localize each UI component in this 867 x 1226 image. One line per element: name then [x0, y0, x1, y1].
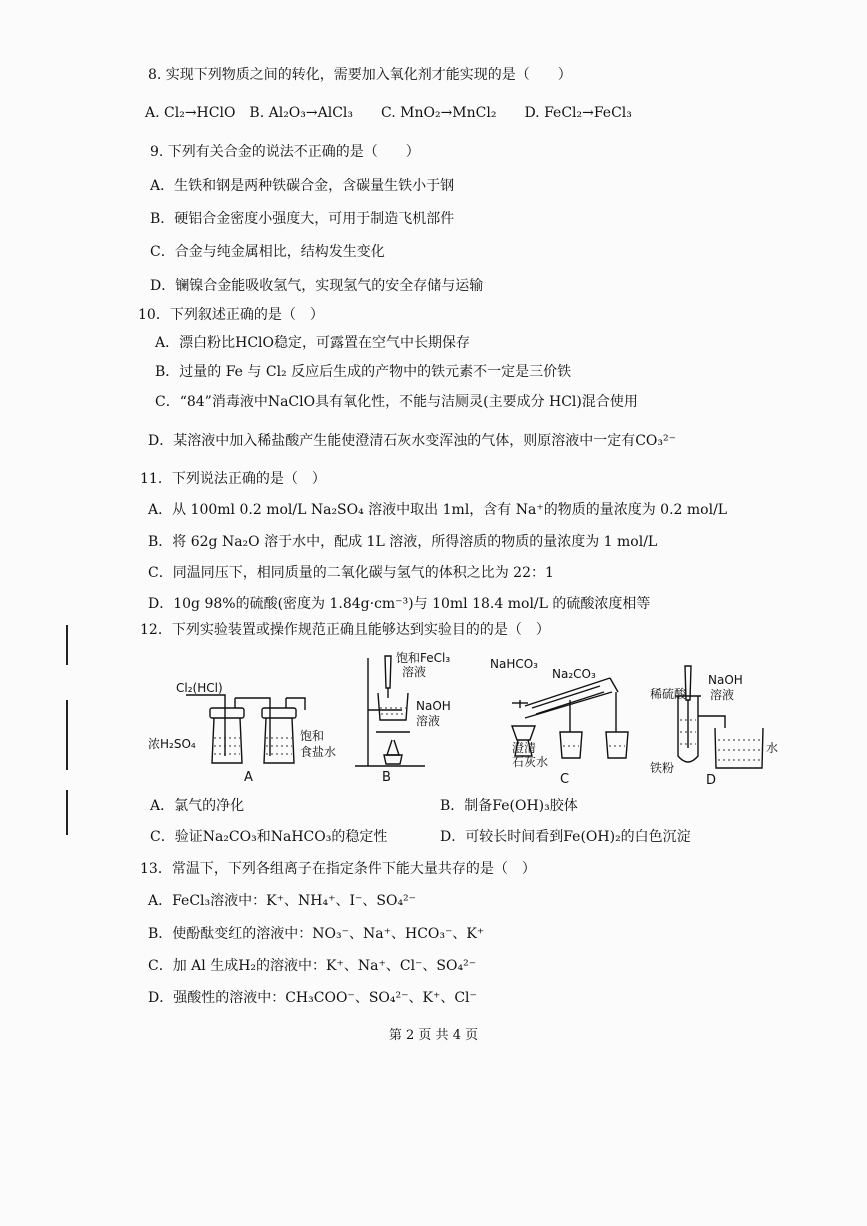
- q11-option-a: A．从 100ml 0.2 mol/L Na₂SO₄ 溶液中取出 1ml，含有 Na⁺的物质的量浓度为 0.2 mol/L: [148, 502, 728, 518]
- q12-apparatus-svg: [140, 648, 780, 793]
- q9-option-a: A．生铁和钢是两种铁碳合金，含碳量生铁小于钢: [150, 178, 455, 194]
- figC-label: C: [560, 772, 570, 787]
- q13-option-a: A．FeCl₃溶液中：K⁺、NH₄⁺、I⁻、SO₄²⁻: [148, 893, 417, 909]
- q11-option-c: C．同温同压下，相同质量的二氧化碳与氢气的体积之比为 22：1: [148, 565, 554, 581]
- q12-option-c: C．验证Na₂CO₃和NaHCO₃的稳定性: [150, 829, 388, 845]
- q13-option-c: C．加 Al 生成H₂的溶液中：K⁺、Na⁺、Cl⁻、SO₄²⁻: [148, 958, 477, 974]
- q13-option-d: D．强酸性的溶液中：CH₃COO⁻、SO₄²⁻、K⁺、Cl⁻: [148, 990, 477, 1006]
- figA-left-label: 浓H₂SO₄: [148, 737, 196, 751]
- figC-top-label-1: NaHCO₃: [490, 657, 538, 671]
- q9-option-c: C．合金与纯金属相比，结构发生变化: [150, 244, 385, 260]
- q10-option-d: D．某溶液中加入稀盐酸产生能使澄清石灰水变浑浊的气体，则原溶液中一定有CO₃²⁻: [148, 433, 677, 449]
- q9-option-d: D．镧镍合金能吸收氢气，实现氢气的安全存储与运输: [150, 278, 484, 294]
- q13-stem: 13．常温下，下列各组离子在指定条件下能大量共存的是（ ）: [140, 861, 536, 877]
- margin-mark: [66, 790, 68, 835]
- figC-bottom-label-1: 澄清: [512, 741, 537, 755]
- q12-option-d: D．可较长时间看到Fe(OH)₂的白色沉淀: [440, 829, 691, 845]
- q10-option-a: A．漂白粉比HClO稳定，可露置在空气中长期保存: [155, 335, 470, 351]
- figA-right-label-2: 食盐水: [300, 745, 337, 759]
- q9-option-b: B．硬铝合金密度小强度大，可用于制造飞机部件: [150, 211, 455, 227]
- q13-option-b: B．使酚酞变红的溶液中：NO₃⁻、Na⁺、HCO₃⁻、K⁺: [148, 926, 485, 942]
- figA-gas-label: Cl₂(HCl): [176, 681, 223, 695]
- figB-label: B: [382, 770, 391, 785]
- figC-top-label-2: Na₂CO₃: [552, 667, 596, 681]
- page-footer: 第 2 页 共 4 页: [388, 1028, 479, 1043]
- figD-water-label: 水: [766, 741, 779, 755]
- figA-right-label-1: 饱和: [300, 729, 325, 743]
- q12-stem: 12．下列实验装置或操作规范正确且能够达到实验目的的是（ ）: [140, 622, 550, 638]
- figB-side-label-2: 溶液: [416, 714, 441, 728]
- figB-side-label-1: NaOH: [416, 699, 451, 713]
- q8-stem: 8. 实现下列物质之间的转化，需要加入氧化剂才能实现的是（ ）: [148, 67, 572, 83]
- margin-mark: [66, 700, 68, 770]
- q11-option-d: D．10g 98%的硫酸(密度为 1.84g·cm⁻³)与 10ml 18.4 mol/L 的硫酸浓度相等: [148, 596, 651, 612]
- q12-apparatus-figures: [140, 648, 780, 793]
- q10-stem: 10．下列叙述正确的是（ ）: [138, 307, 324, 323]
- figB-top-label-2: 溶液: [402, 665, 427, 679]
- q10-option-b: B．过量的 Fe 与 Cl₂ 反应后生成的产物中的铁元素不一定是三价铁: [155, 364, 572, 380]
- margin-mark: [66, 625, 68, 665]
- q12-option-a: A．氯气的净化: [150, 798, 245, 814]
- figD-iron-label: 铁粉: [650, 761, 675, 775]
- q11-option-b: B．将 62g Na₂O 溶于水中，配成 1L 溶液，所得溶质的物质的量浓度为 1 mol/L: [148, 534, 658, 550]
- figD-top-label-2b: 溶液: [710, 688, 735, 702]
- q11-stem: 11．下列说法正确的是（ ）: [140, 471, 326, 487]
- figA-label: A: [244, 770, 253, 785]
- q9-stem: 9. 下列有关合金的说法不正确的是（ ）: [150, 144, 420, 160]
- figD-top-label-1: 稀硫酸: [650, 687, 687, 701]
- figB-top-label-1: 饱和FeCl₃: [396, 651, 451, 665]
- q12-option-b: B．制备Fe(OH)₃胶体: [440, 798, 578, 814]
- figD-label: D: [706, 773, 717, 788]
- figC-bottom-label-2: 石灰水: [512, 755, 549, 769]
- figure-a: [186, 695, 305, 763]
- figD-top-label-2a: NaOH: [708, 673, 743, 687]
- q8-options: A. Cl₂→HClO B. Al₂O₃→AlCl₃ C. MnO₂→MnCl₂ D. FeCl₂→FeCl₃: [145, 105, 632, 121]
- q10-option-c: C．“84”消毒液中NaClO具有氧化性，不能与洁厕灵(主要成分 HCl)混合使用: [155, 394, 638, 410]
